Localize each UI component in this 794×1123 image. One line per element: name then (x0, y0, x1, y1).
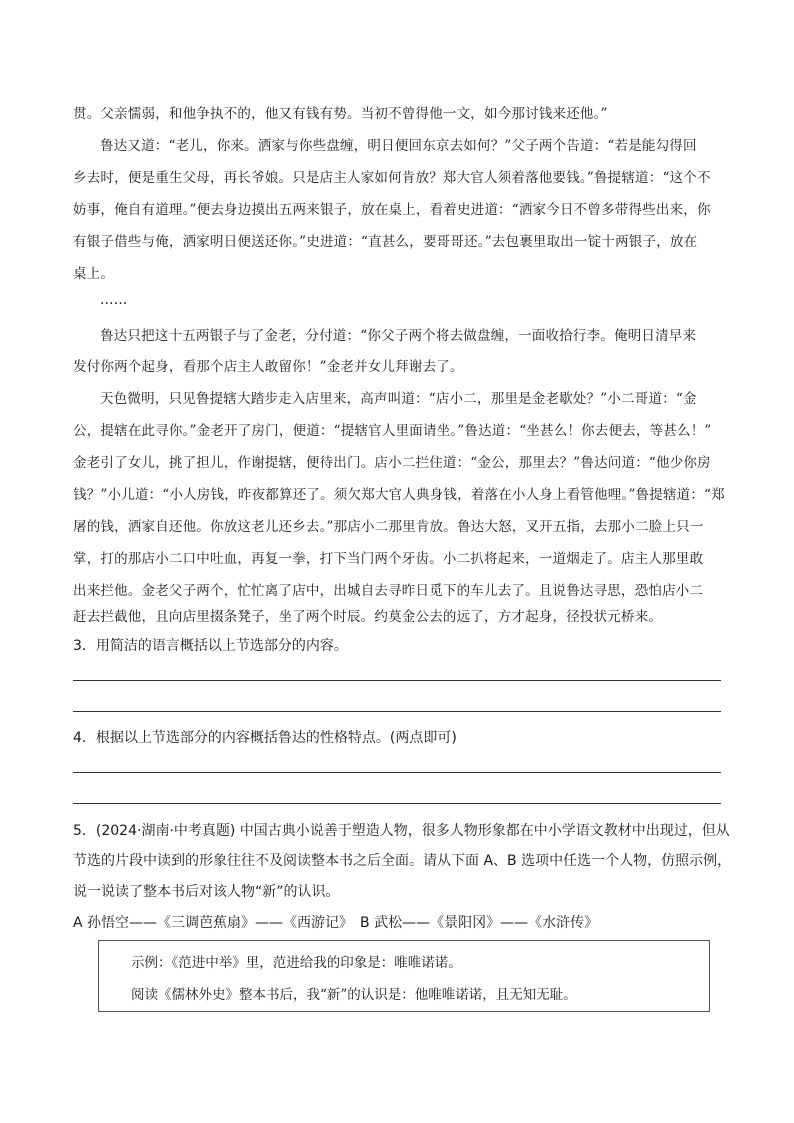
passage-line: 发付你两个起身，看那个店主人敢留你！”金老并女儿拜谢去了。 (73, 359, 464, 375)
passage-line: 鲁达只把这十五两银子与了金老，分付道：“你父子两个将去做盘缠，一面收拾行李。俺明日清早来 (100, 328, 697, 344)
passage-line: 妨事，俺自有道理。”便去身边摸出五两来银子，放在桌上，看着史进道：“洒家今日不曾多带得些出来，你 (73, 202, 711, 218)
passage-line: 乡去时，便是重生父母，再长爷娘。只是店主人家如何肯放？郑大官人须着落他要钱。”鲁提辖道：“这个不 (73, 170, 711, 186)
question-5-line: 说一说读了整本书后对该人物“新”的认识。 (73, 884, 340, 900)
passage-line: 出来拦他。金老父子两个，忙忙离了店中，出城自去寻昨日觅下的车儿去了。且说鲁达寻思，恐怕店小二 (73, 583, 704, 599)
passage-line: 公，提辖在此寻你。”金老开了房门，便道：“提辖官人里面请坐。”鲁达道：“坐甚么！你去便去，等甚么！” (73, 423, 712, 439)
example-box (98, 940, 710, 1012)
passage-line: 金老引了女儿，挑了担儿，作谢提辖，便待出门。店小二拦住道：“金公，那里去？”鲁达问道：“他少你房 (73, 455, 711, 471)
passage-line: 掌，打的那店小二口中吐血，再复一拳，打下当门两个牙齿。小二扒将起来，一道烟走了。店主人那里敢 (73, 551, 704, 567)
example-line-2: 阅读《儒林外史》整本书后，我“新”的认识是：他唯唯诺诺，且无知无耻。 (131, 987, 577, 1003)
passage-line: 桌上。 (73, 266, 115, 282)
answer-line-q4-1[interactable] (73, 772, 721, 773)
question-5-line: 节选的片段中读到的形象往往不及阅读整本书之后全面。请从下面 A、B 选项中任选一个人物，仿照示例， (73, 853, 732, 869)
passage-line: 赶去拦截他，且向店里掇条凳子，坐了两个时辰。约莫金公去的远了，方才起身，径投状元桥来。 (73, 609, 663, 625)
example-line-1: 示例：《范进中举》里，范进给我的印象是：唯唯诺诺。 (131, 955, 462, 971)
answer-line-q3-1[interactable] (73, 680, 721, 681)
passage-ellipsis: …… (100, 292, 128, 308)
passage-line: 有银子借些与俺，洒家明日便送还你。”史进道：“直甚么，要哥哥还。”去包裹里取出一锭十两银子，放在 (73, 234, 698, 250)
answer-line-q3-2[interactable] (73, 711, 721, 712)
passage-line: 钱？”小儿道：“小人房钱，昨夜都算还了。须欠郑大官人典身钱，着落在小人身上看管他哩。”鲁提辖道：“郑 (73, 487, 725, 503)
passage-line: 贯。父亲懦弱，和他争执不的，他又有钱有势。当初不曾得他一文，如今那讨钱来还他。” (73, 106, 608, 122)
question-5-options: A 孙悟空——《三调芭蕉扇》——《西游记》 B 武松——《景阳冈》——《水浒传》 (73, 915, 599, 931)
question-3: 3．用简洁的语言概括以上节选部分的内容。 (73, 638, 348, 654)
answer-line-q4-2[interactable] (73, 803, 721, 804)
question-4: 4．根据以上节选部分的内容概括鲁达的性格特点。(两点即可) (73, 730, 457, 746)
passage-line: 鲁达又道：“老儿，你来。洒家与你些盘缠，明日便回东京去如何？”父子两个告道：“若是能勾得回 (100, 138, 697, 154)
question-5-line: 5．(2024·湖南·中考真题) 中国古典小说善于塑造人物，很多人物形象都在中小学语文教材中出现过，但从 (73, 823, 730, 839)
passage-line: 天色微明，只见鲁提辖大踏步走入店里来，高声叫道：“店小二，那里是金老歇处？”小二哥道：“金 (100, 391, 697, 407)
passage-line: 屠的钱，洒家自还他。你放这老儿还乡去。”那店小二那里肯放。鲁达大怒，叉开五指，去那小二脸上只一 (73, 519, 704, 535)
